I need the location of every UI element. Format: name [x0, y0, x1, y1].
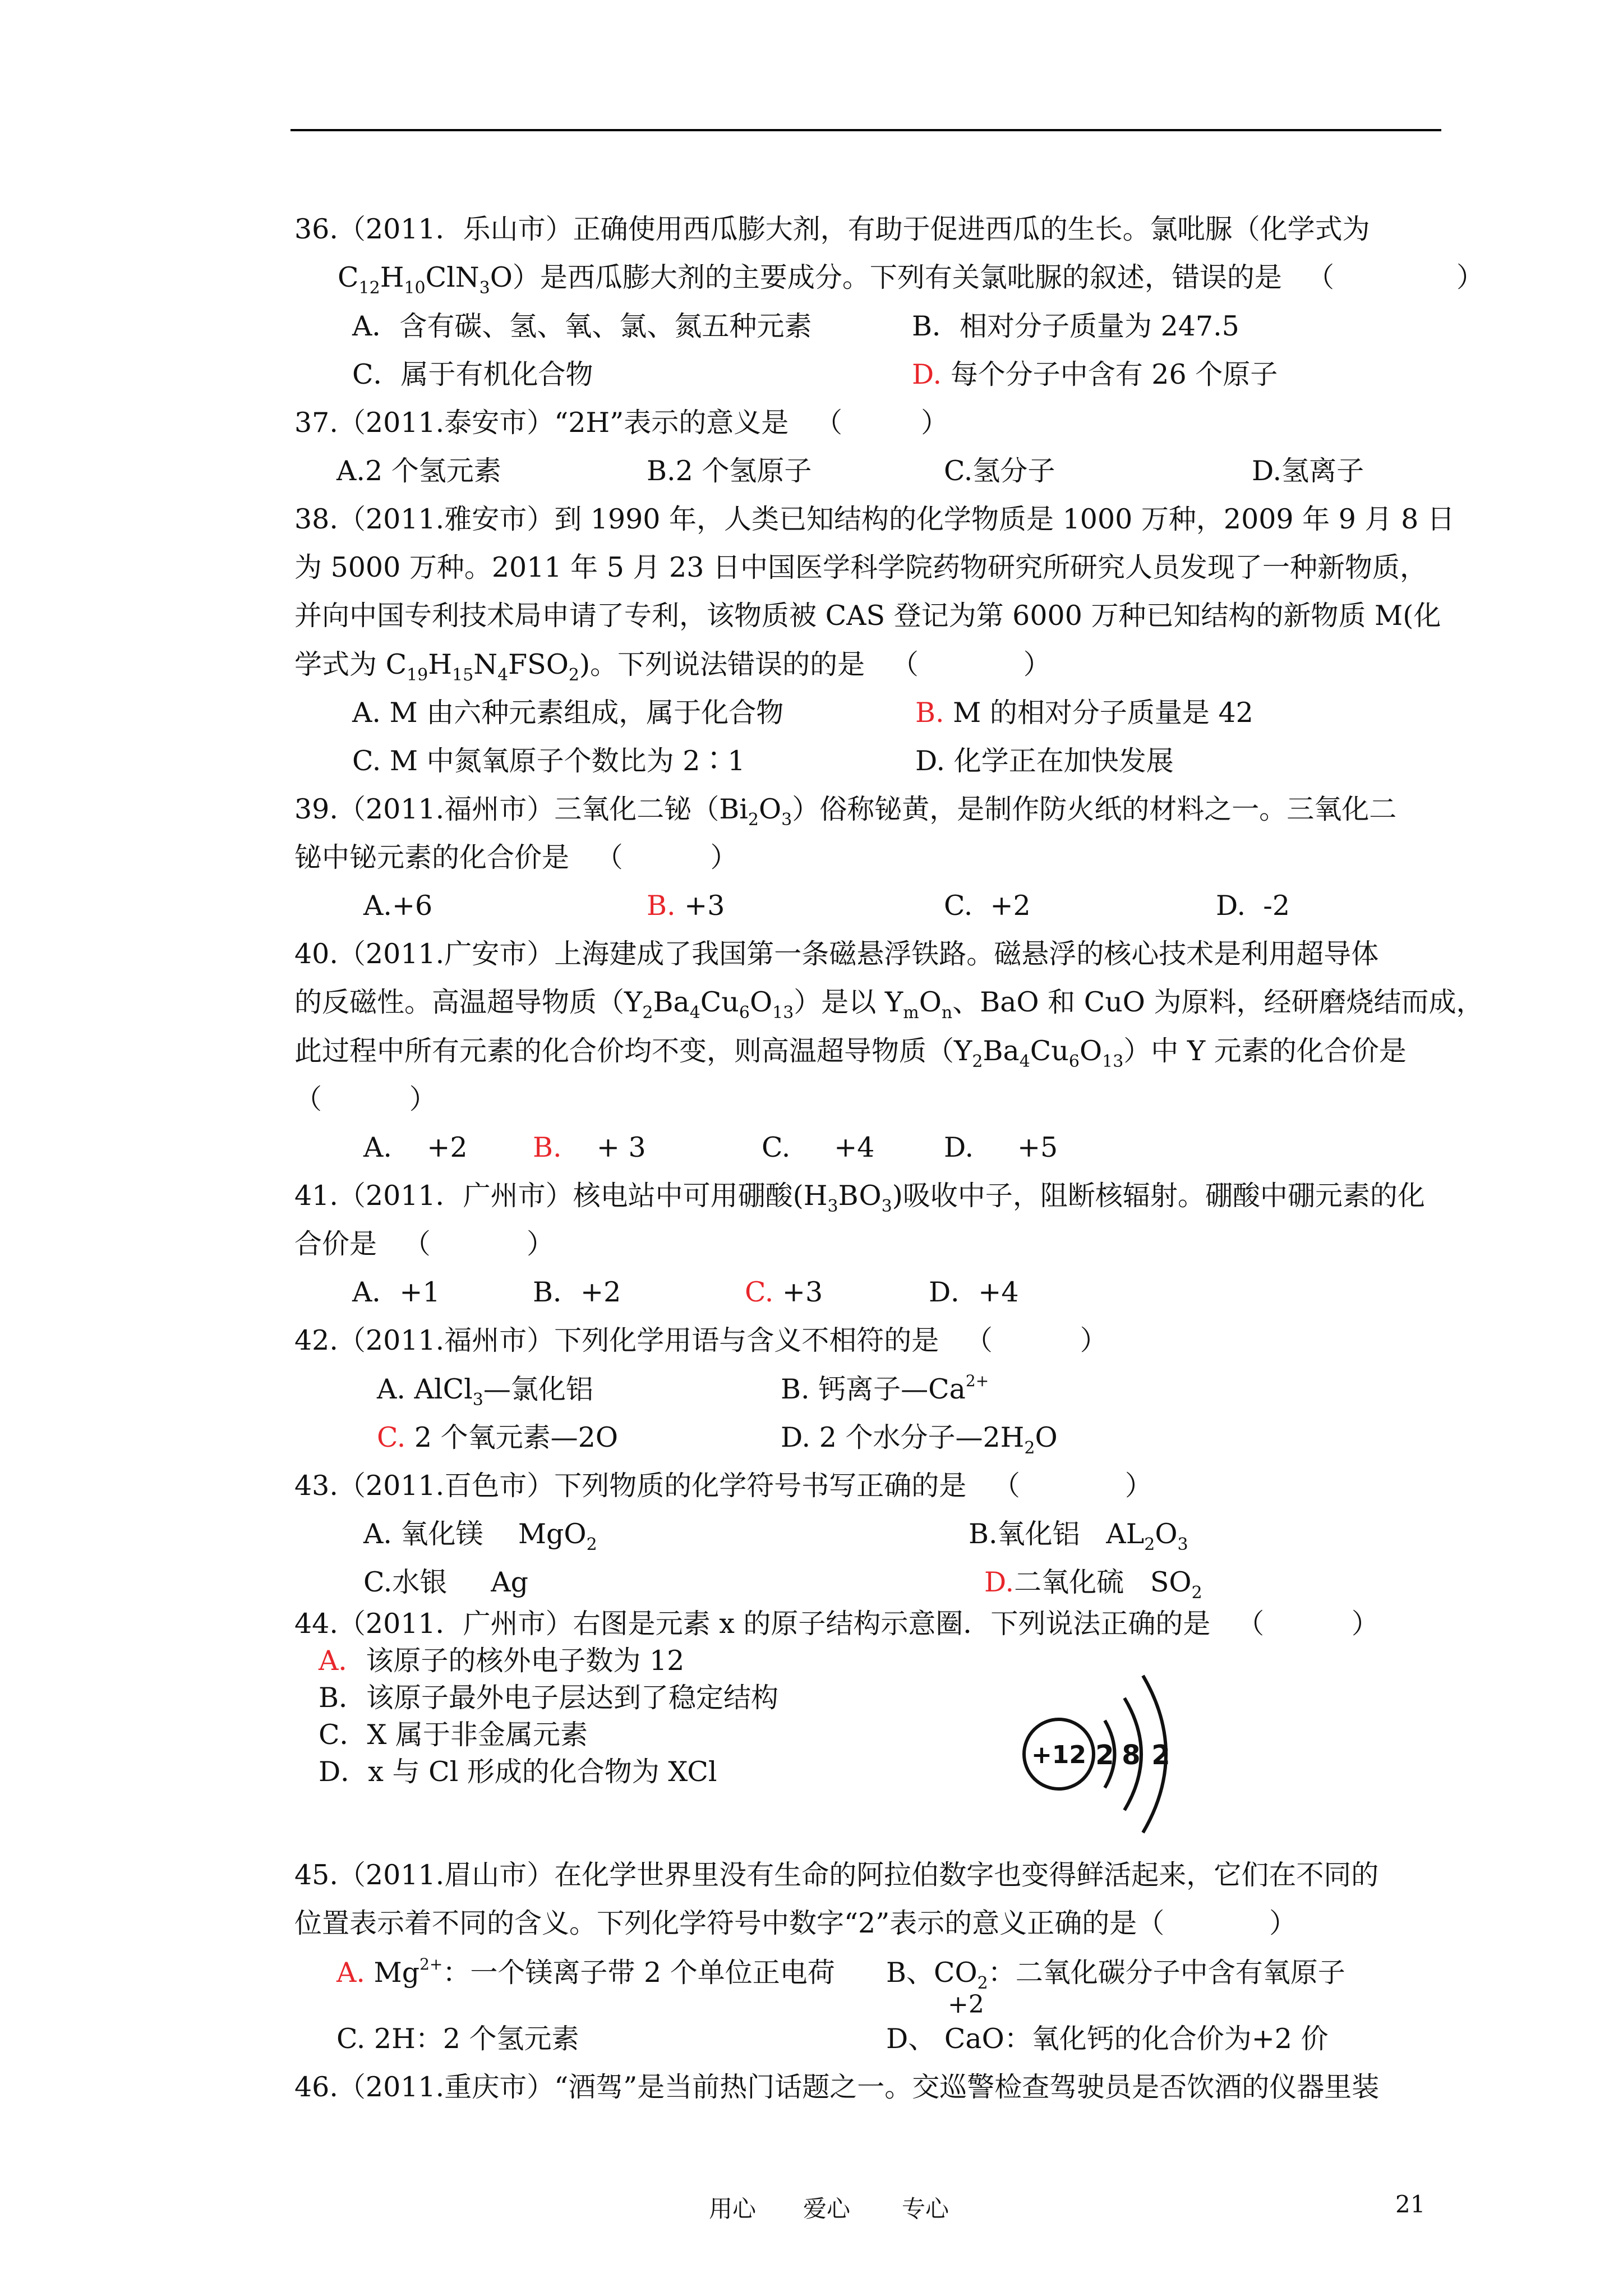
answer-mark: B.: [647, 890, 676, 922]
q42-option-a: A. AlCl$_3$—氯化铝: [377, 1373, 593, 1410]
q42-option-c: C. 2 个氧元素—2O: [377, 1421, 619, 1453]
q36-option-b: B．相对分子质量为 247.5: [912, 310, 1239, 342]
answer-mark: D.: [912, 358, 942, 390]
footer-motto-3: 专心: [902, 2195, 949, 2223]
q38-line-3: 并向中国专利技术局申请了专利，该物质被 CAS 登记为第 6000 万种已知结构的新物质 M(化: [294, 600, 1441, 632]
nucleus-charge: +12: [1031, 1741, 1087, 1769]
q39-line-2: 铋中铋元素的化合价是 （ ）: [294, 841, 738, 873]
q37-option-c: C.氢分子: [944, 455, 1055, 487]
q36-option-d: D. 每个分子中含有 26 个原子: [912, 358, 1278, 390]
q44-line-1: 44.（2011．广州市）右图是元素 x 的原子结构示意圈．下列说法正确的是 （ ）: [294, 1608, 1379, 1640]
shell-2-electrons: 8: [1122, 1740, 1141, 1771]
q42-line-1: 42.（2011.福州市）下列化学用语与含义不相符的是 （ ）: [294, 1324, 1108, 1356]
answer-mark: D.: [984, 1566, 1015, 1598]
q45-line-2: 位置表示着不同的含义。下列化学符号中数字“2”表示的意义正确的是（ ）: [294, 1907, 1297, 1939]
q43-option-a: A. 氧化镁 MgO$_2$: [363, 1518, 597, 1554]
q36-option-a: A．含有碳、氢、氧、氯、氮五种元素: [352, 310, 812, 342]
q46-line-1: 46.（2011.重庆市）“酒驾”是当前热门话题之一。交巡警检查驾驶员是否饮酒的仪器里装: [294, 2071, 1380, 2103]
q40-option-a: A. +2: [363, 1131, 468, 1163]
q38-option-c: C. M 中氮氧原子个数比为 2∶1: [352, 745, 745, 777]
header-rule: [291, 129, 1441, 131]
q37-option-a: A.2 个氢元素: [336, 455, 501, 487]
q45-valence-mark: +2: [948, 1990, 984, 2019]
q44-option-c: C．X 属于非金属元素: [319, 1719, 588, 1751]
answer-mark: C.: [377, 1421, 406, 1453]
answer-mark: A.: [336, 1957, 365, 1989]
q38-option-d: D. 化学正在加快发展: [915, 745, 1174, 777]
q45-option-a: A. $Mg^{2+}$：一个镁离子带 2 个单位正电荷: [336, 1955, 835, 1989]
footer-motto-1: 用心: [709, 2195, 757, 2223]
q41-option-a: A．+1: [352, 1276, 440, 1308]
q37-line-1: 37.（2011.泰安市）“2H”表示的意义是 （ ）: [294, 407, 949, 439]
answer-mark: A．: [319, 1645, 366, 1677]
q45-line-1: 45.（2011.眉山市）在化学世界里没有生命的阿拉伯数字也变得鲜活起来，它们在不同的: [294, 1859, 1379, 1891]
q38-option-a: A. M 由六种元素组成，属于化合物: [352, 697, 784, 729]
q43-option-d: D.二氧化硫 $SO_2$: [984, 1566, 1202, 1603]
q41-option-c: C. +3: [745, 1276, 823, 1308]
shell-1-electrons: 2: [1095, 1740, 1114, 1771]
q41-line-2: 合价是 （ ）: [294, 1228, 555, 1260]
q36-line-1: 36.（2011．乐山市）正确使用西瓜膨大剂，有助于促进西瓜的生长。氯吡脲（化学式为: [294, 213, 1370, 245]
q39-option-c: C. +2: [944, 890, 1031, 922]
q40-line-4: （ ）: [294, 1083, 437, 1115]
q42-option-d: D. 2 个水分子$—2H_2O$: [781, 1421, 1058, 1458]
q38-line-1: 38.（2011.雅安市）到 1990 年，人类已知结构的化学物质是 1000 万种，2009 年 9 月 8 日: [294, 503, 1455, 535]
q36-line-2: $C_{12}H_{10}ClN_3O$）是西瓜膨大剂的主要成分。下列有关氯吡脲的叙述，错误的是: [338, 261, 1282, 298]
q38-line-4: 学式为 $C_{19}H_{15}N_4FSO_2$)。下列说法错误的的是 （ ）: [294, 648, 1051, 685]
q40-option-c: C. +4: [762, 1131, 875, 1163]
answer-mark: C.: [745, 1276, 774, 1308]
page-number: 21: [1395, 2191, 1426, 2218]
q36-answer-paren: （ ）: [1307, 261, 1484, 293]
q41-line-1: 41.（2011．广州市）核电站中可用硼酸$(H_3BO_3)$吸收中子，阻断核辐射。硼酸中硼元素的化: [294, 1180, 1425, 1216]
q45-option-d: D、 CaO：氧化钙的化合价为+2 价: [886, 2023, 1329, 2055]
q41-option-d: D．+4: [929, 1276, 1019, 1308]
q45-option-b: B、$CO_2$：二氧化碳分子中含有氧原子: [886, 1957, 1345, 1993]
q40-option-b: B. + 3: [533, 1131, 646, 1163]
answer-mark: B.: [915, 697, 944, 729]
footer-motto-2: 爱心: [803, 2195, 851, 2223]
q43-line-1: 43.（2011.百色市）下列物质的化学符号书写正确的是 （ ）: [294, 1470, 1152, 1502]
q39-option-a: A.+6: [363, 890, 433, 922]
q39-option-b: B. +3: [647, 890, 725, 922]
q45-option-c: C. 2H：2 个氢元素: [336, 2023, 579, 2055]
q44-option-a: A．该原子的核外电子数为 12: [319, 1645, 685, 1677]
q39-line-1: 39.（2011.福州市）三氧化二铋$(Bi_2O_3)$俗称铋黄，是制作防火纸的材料之一。三氧化二: [294, 793, 1397, 830]
q38-option-b: B. M 的相对分子质量是 42: [915, 697, 1253, 729]
q43-option-c: C.水银 Ag: [363, 1566, 528, 1598]
answer-mark: B.: [533, 1131, 562, 1163]
q44-option-d: D．x 与 Cl 形成的化合物为 XCl: [319, 1756, 717, 1788]
q40-line-3: 此过程中所有元素的化合价均不变，则高温超导物质$(Y_2Ba_4Cu_6O_{13})$中 Y 元素的化合价是: [294, 1035, 1407, 1071]
q40-line-2: 的反磁性。高温超导物质$(Y_2Ba_4Cu_6O_{13})$是以 $Y_mO_n$、BaO 和 CuO 为原料，经研磨烧结而成，: [294, 986, 1484, 1023]
q42-option-b: B. 钙离子$—Ca^{2+}$: [781, 1372, 989, 1405]
shell-3-electrons: 2: [1151, 1740, 1170, 1771]
atom-structure-diagram: [1021, 1669, 1189, 1837]
q44-option-b: B．该原子最外电子层达到了稳定结构: [319, 1682, 779, 1714]
q43-option-b: B.氧化铝 $AL_2O_3$: [969, 1518, 1188, 1554]
q40-option-d: D. +5: [944, 1131, 1058, 1163]
q37-option-d: D.氢离子: [1252, 455, 1364, 487]
q36-option-c: C．属于有机化合物: [352, 358, 593, 390]
q41-option-b: B．+2: [533, 1276, 621, 1308]
q37-option-b: B.2 个氢原子: [647, 455, 812, 487]
q40-line-1: 40.（2011.广安市）上海建成了我国第一条磁悬浮铁路。磁悬浮的核心技术是利用超导体: [294, 938, 1379, 970]
q38-line-2: 为 5000 万种。2011 年 5 月 23 日中国医学科学院药物研究所研究人员发现了一种新物质，: [294, 551, 1427, 583]
q39-option-d: D. -2: [1216, 890, 1290, 922]
